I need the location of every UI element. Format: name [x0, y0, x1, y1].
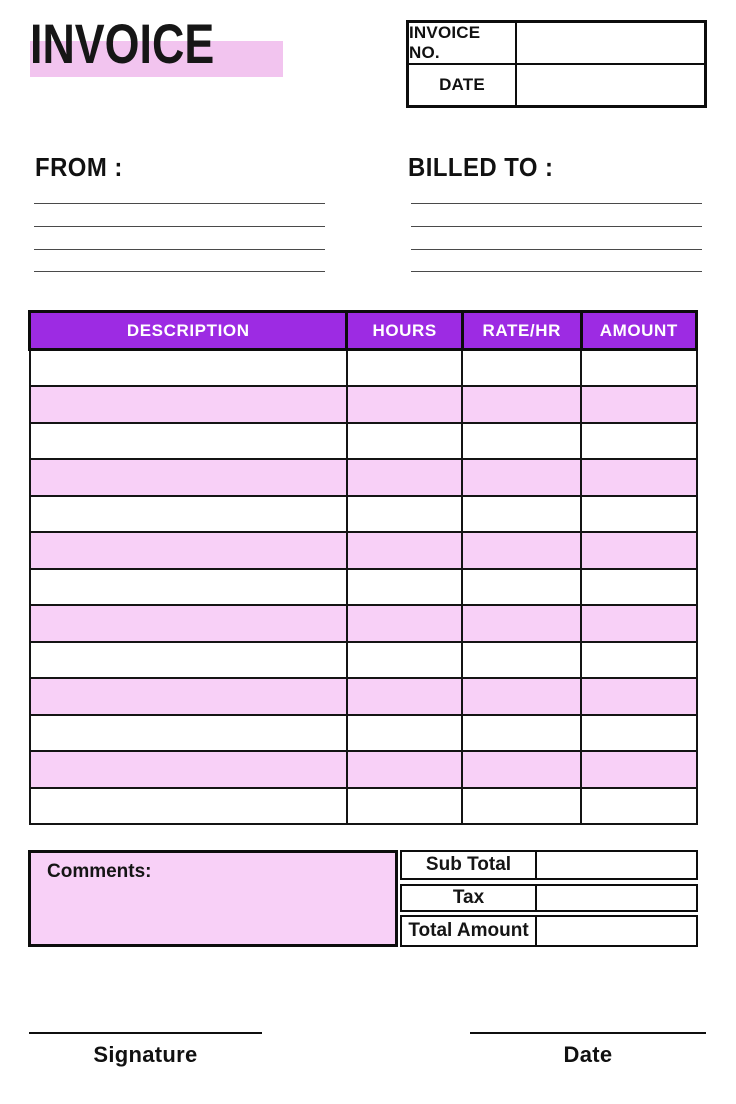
date-label: DATE [409, 65, 517, 105]
column-header-description: DESCRIPTION [30, 312, 347, 350]
table-row [30, 569, 697, 606]
table-cell[interactable] [581, 386, 696, 423]
from-line[interactable] [34, 203, 325, 204]
billed-to-line[interactable] [411, 203, 702, 204]
table-row [30, 532, 697, 569]
billed-to-line[interactable] [411, 271, 702, 272]
table-cell[interactable] [30, 788, 347, 825]
billed-to-line[interactable] [411, 226, 702, 227]
tax-field[interactable] [537, 886, 696, 910]
table-cell[interactable] [347, 605, 462, 642]
table-cell[interactable] [462, 715, 581, 752]
table-cell[interactable] [347, 642, 462, 679]
billed-to-label: BILLED TO : [408, 152, 554, 182]
table-cell[interactable] [462, 605, 581, 642]
table-cell[interactable] [347, 751, 462, 788]
table-cell[interactable] [30, 678, 347, 715]
table-cell[interactable] [30, 532, 347, 569]
table-cell[interactable] [30, 423, 347, 460]
table-cell[interactable] [581, 788, 696, 825]
table-cell[interactable] [347, 715, 462, 752]
subtotal-label: Sub Total [402, 852, 537, 878]
table-cell[interactable] [581, 751, 696, 788]
table-cell[interactable] [30, 605, 347, 642]
billed-to-line[interactable] [411, 249, 702, 250]
table-cell[interactable] [347, 350, 462, 387]
table-row [30, 678, 697, 715]
table-cell[interactable] [462, 532, 581, 569]
signature-line[interactable] [29, 1032, 262, 1034]
table-cell[interactable] [581, 678, 696, 715]
table-cell[interactable] [30, 496, 347, 533]
total-amount-row [400, 915, 698, 947]
table-cell[interactable] [462, 678, 581, 715]
table-cell[interactable] [30, 386, 347, 423]
table-cell[interactable] [581, 605, 696, 642]
table-row [30, 459, 697, 496]
date-field[interactable] [517, 65, 704, 105]
from-line[interactable] [34, 249, 325, 250]
signature-label: Signature [93, 1042, 198, 1067]
table-cell[interactable] [581, 350, 696, 387]
subtotal-row [400, 850, 698, 880]
table-cell[interactable] [462, 386, 581, 423]
table-cell[interactable] [581, 532, 696, 569]
table-row [30, 605, 697, 642]
table-cell[interactable] [462, 642, 581, 679]
invoice-meta-box [406, 20, 707, 108]
table-cell[interactable] [462, 423, 581, 460]
invoice-no-field[interactable] [517, 23, 704, 65]
total-amount-label: Total Amount [402, 917, 537, 945]
table-row [30, 350, 697, 387]
subtotal-field[interactable] [537, 852, 696, 878]
table-cell[interactable] [347, 788, 462, 825]
table-row [30, 751, 697, 788]
column-header-hours: HOURS [347, 312, 462, 350]
date-label-footer: Date [563, 1042, 613, 1067]
from-label: FROM : [35, 152, 123, 182]
table-cell[interactable] [30, 642, 347, 679]
from-line[interactable] [34, 271, 325, 272]
invoice-no-label: INVOICE NO. [409, 23, 517, 65]
total-amount-field[interactable] [537, 917, 696, 945]
date-line[interactable] [470, 1032, 706, 1034]
column-header-amount: AMOUNT [581, 312, 696, 350]
table-cell[interactable] [462, 751, 581, 788]
table-cell[interactable] [30, 715, 347, 752]
table-cell[interactable] [462, 569, 581, 606]
table-cell[interactable] [581, 496, 696, 533]
invoice-table-body [30, 350, 697, 825]
table-cell[interactable] [581, 715, 696, 752]
tax-row [400, 884, 698, 912]
line-items-table [28, 310, 698, 825]
table-cell[interactable] [347, 459, 462, 496]
table-cell[interactable] [581, 642, 696, 679]
table-row [30, 386, 697, 423]
table-cell[interactable] [347, 678, 462, 715]
table-row [30, 496, 697, 533]
table-cell[interactable] [462, 350, 581, 387]
table-cell[interactable] [347, 423, 462, 460]
table-row [30, 423, 697, 460]
page-title: INVOICE [30, 12, 215, 75]
table-cell[interactable] [462, 459, 581, 496]
table-cell[interactable] [30, 459, 347, 496]
table-cell[interactable] [347, 569, 462, 606]
table-cell[interactable] [30, 569, 347, 606]
column-header-rate: RATE/HR [462, 312, 581, 350]
table-row [30, 788, 697, 825]
table-cell[interactable] [347, 532, 462, 569]
date-block [470, 1032, 706, 1068]
comments-box[interactable] [28, 850, 398, 947]
signature-block [29, 1032, 262, 1068]
table-cell[interactable] [462, 496, 581, 533]
from-line[interactable] [34, 226, 325, 227]
table-cell[interactable] [30, 350, 347, 387]
tax-label: Tax [402, 886, 537, 910]
table-cell[interactable] [581, 459, 696, 496]
table-row [30, 642, 697, 679]
invoice-title-block [30, 12, 330, 82]
table-row [30, 715, 697, 752]
comments-label: Comments: [47, 861, 152, 882]
table-header-row [30, 312, 697, 350]
table-cell[interactable] [30, 751, 347, 788]
table-cell[interactable] [581, 423, 696, 460]
table-cell[interactable] [462, 788, 581, 825]
table-cell[interactable] [581, 569, 696, 606]
table-cell[interactable] [347, 386, 462, 423]
table-cell[interactable] [347, 496, 462, 533]
